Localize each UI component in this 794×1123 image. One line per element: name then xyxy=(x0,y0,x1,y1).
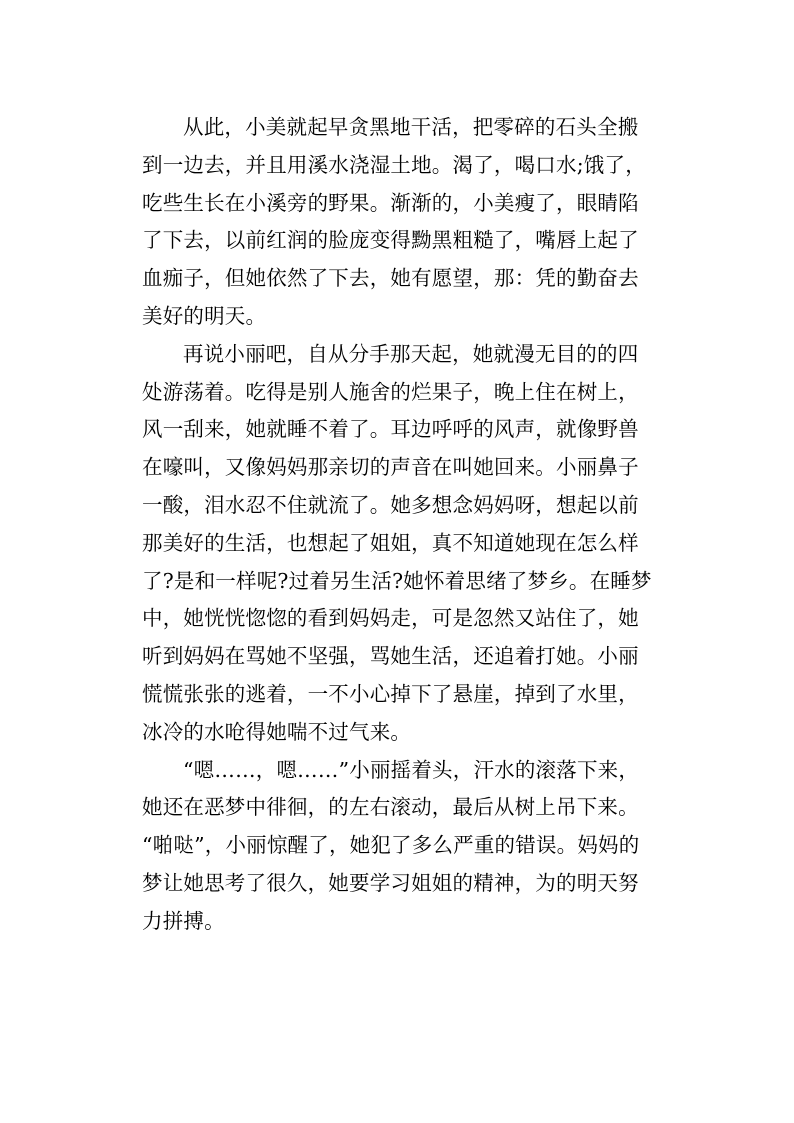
paragraph-3 xyxy=(142,752,672,941)
text-line: 血痂子，但她依然了下去，她有愿望，那：凭的勤奋去 xyxy=(142,266,639,291)
text-line: 了下去，以前红润的脸庞变得黝黑粗糙了，嘴唇上起了 xyxy=(142,228,639,253)
body-text xyxy=(142,109,672,941)
text-line: 中，她恍恍惚惚的看到妈妈走，可是忽然又站住了，她 xyxy=(142,606,639,631)
text-line: 处游荡着。吃得是别人施舍的烂果子，晚上住在树上， xyxy=(142,379,639,404)
text-line: 吃些生长在小溪旁的野果。渐渐的，小美瘦了，眼睛陷 xyxy=(142,190,639,215)
text-line: 从此，小美就起早贪黑地干活，把零碎的石头全搬 xyxy=(183,115,639,139)
text-line: 冰冷的水呛得她喘不过气来。 xyxy=(142,719,412,744)
text-line: 听到妈妈在骂她不坚强，骂她生活，还追着打她。小丽 xyxy=(142,644,639,669)
text-line: “嗯……，嗯……”小丽摇着头，汗水的滚落下来， xyxy=(183,757,640,782)
text-line: “啪哒”，小丽惊醒了，她犯了多么严重的错误。妈妈的 xyxy=(142,833,640,858)
text-line: 她还在恶梦中徘徊，的左右滚动，最后从树上吊下来。 xyxy=(142,795,639,820)
text-line: 了?是和一样呢?过着另生活?她怀着思绪了梦乡。在睡梦 xyxy=(142,568,652,593)
text-line: 梦让她思考了很久，她要学习姐姐的精神，为的明天努 xyxy=(142,870,639,895)
paragraph-1 xyxy=(142,109,672,336)
text-line: 到一边去，并且用溪水浇湿土地。渴了，喝口水;饿了， xyxy=(142,152,646,177)
paragraph-2 xyxy=(142,336,672,752)
text-line: 在嚎叫，又像妈妈那亲切的声音在叫她回来。小丽鼻子 xyxy=(142,455,639,480)
text-line: 慌慌张张的逃着，一不小心掉下了悬崖，掉到了水里， xyxy=(142,681,639,706)
text-line: 力拼搏。 xyxy=(142,908,225,933)
text-line: 再说小丽吧，自从分手那天起，她就漫无目的的四 xyxy=(183,341,639,366)
text-line: 风一刮来，她就睡不着了。耳边呼呼的风声，就像野兽 xyxy=(142,417,639,442)
text-line: 那美好的生活，也想起了姐姐，真不知道她现在怎么样 xyxy=(142,530,639,555)
text-line: 美好的明天。 xyxy=(142,303,267,328)
text-line: 一酸，泪水忍不住就流了。她多想念妈妈呀，想起以前 xyxy=(142,492,639,517)
